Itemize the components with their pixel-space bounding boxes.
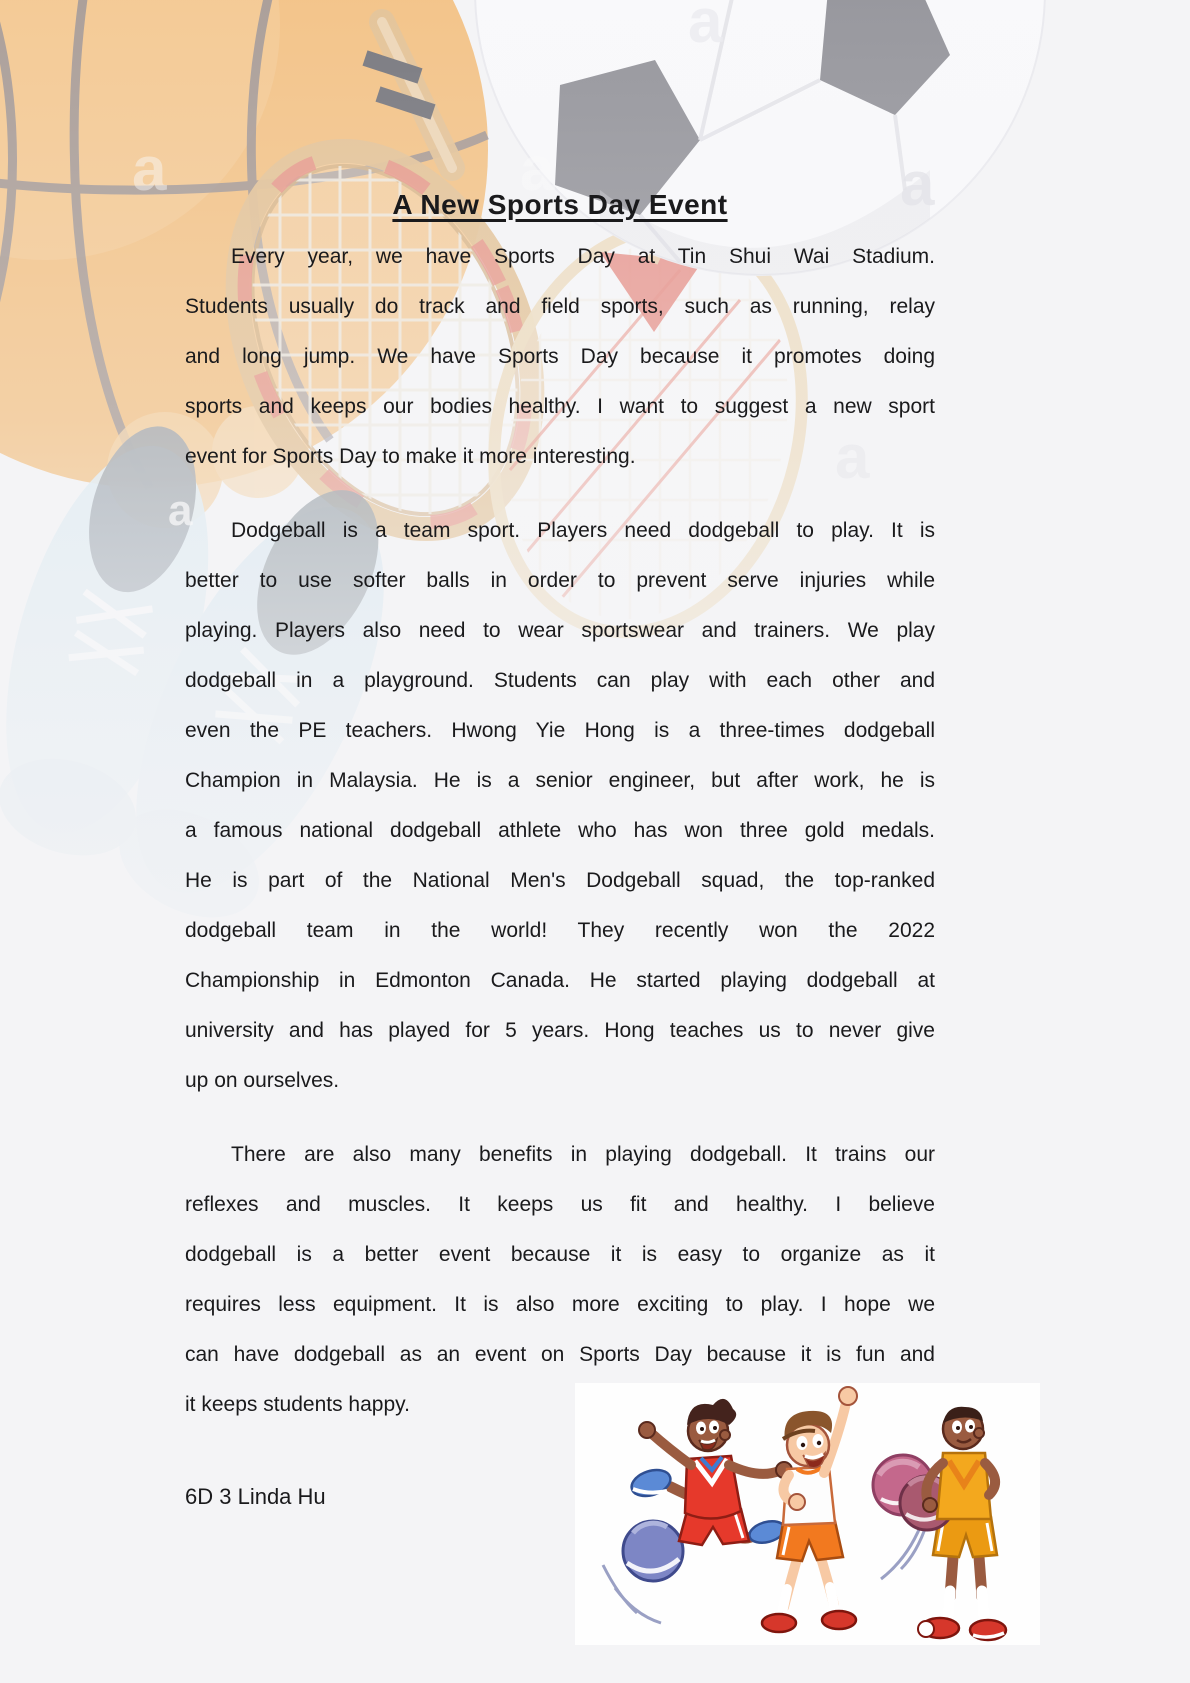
essay-title: A New Sports Day Event — [392, 189, 728, 220]
essay-line: dodgeball team in the world! They recently won the 2022 — [185, 919, 935, 942]
cartoon-kid-red — [603, 1399, 792, 1623]
essay-line: a famous national dodgeball athlete who has won three gold medals. — [185, 819, 935, 842]
essay-line: Champion in Malaysia. He is a senior engineer, but after work, he is — [185, 769, 935, 792]
essay-line: requires less equipment. It is also more exciting to play. I hope we — [185, 1293, 935, 1316]
essay-line: There are also many benefits in playing dodgeball. It trains our — [231, 1143, 935, 1166]
essay-line: dodgeball is a better event because it is easy to organize as it — [185, 1243, 935, 1266]
essay-line: reflexes and muscles. It keeps us fit and healthy. I believe — [185, 1193, 935, 1216]
essay-line: Students usually do track and field sports, such as running, relay — [185, 295, 935, 318]
essay-line: even the PE teachers. Hwong Yie Hong is a three-times dodgeball — [185, 719, 935, 742]
essay-line: better to use softer balls in order to prevent serve injuries while — [185, 569, 935, 592]
essay-line: sports and keeps our bodies healthy. I want to suggest a new sport — [185, 395, 935, 418]
essay-line: Championship in Edmonton Canada. He started playing dodgeball at — [185, 969, 935, 992]
blue-dodgeball — [623, 1521, 683, 1581]
essay-line: dodgeball in a playground. Students can play with each other and — [185, 669, 935, 692]
essay-signature: 6D 3 Linda Hu — [185, 1484, 326, 1509]
essay-line: up on ourselves. — [185, 1069, 340, 1092]
dodgeball-kids-illustration — [575, 1383, 1040, 1645]
paragraph — [185, 506, 935, 1106]
essay-line: Dodgeball is a team sport. Players need dodgeball to play. It is — [231, 519, 935, 542]
paragraph — [185, 232, 935, 482]
essay-line: Every year, we have Sports Day at Tin Shui Wai Stadium. — [231, 245, 935, 268]
essay-paragraphs — [185, 232, 935, 1430]
essay-line: can have dodgeball as an event on Sports Day because it is fun and — [185, 1343, 935, 1366]
essay-body — [185, 186, 935, 1512]
cartoon-kid-yellow — [900, 1407, 1006, 1640]
essay-line: event for Sports Day to make it more interesting. — [185, 445, 636, 468]
essay-line: He is part of the National Men's Dodgeball squad, the top-ranked — [185, 869, 935, 892]
essay-line: it keeps students happy. — [185, 1393, 410, 1416]
essay-line: playing. Players also need to wear sportswear and trainers. We play — [185, 619, 935, 642]
essay-line: university and has played for 5 years. Hong teaches us to never give — [185, 1019, 935, 1042]
essay-line: and long jump. We have Sports Day because it promotes doing — [185, 345, 935, 368]
